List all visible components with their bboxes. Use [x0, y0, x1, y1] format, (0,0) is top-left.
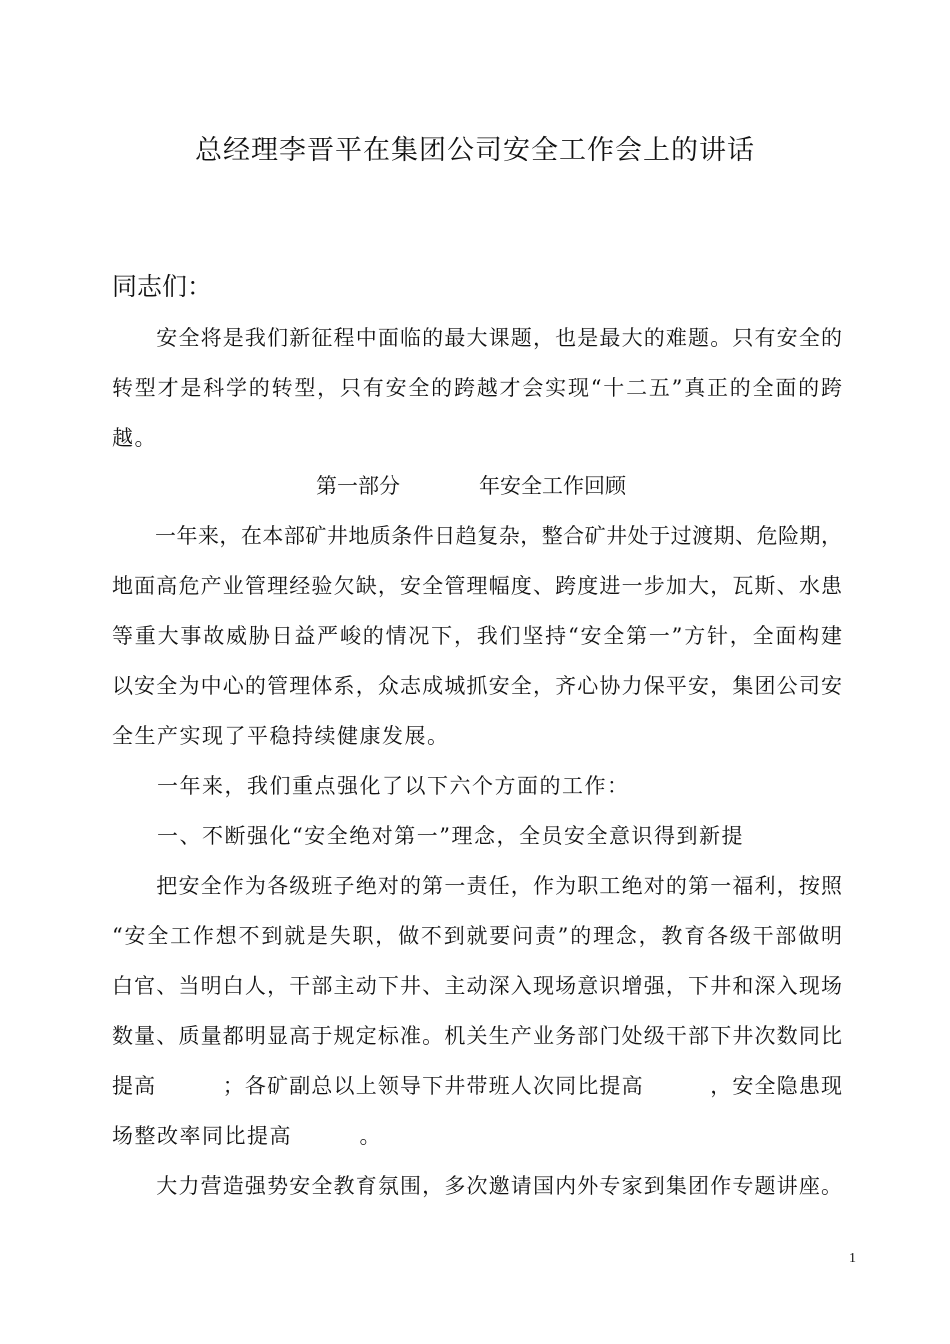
paragraph-line: 提高 ；各矿副总以上领导下井带班人次同比提高 ，安全隐患现 [112, 1074, 842, 1098]
page-number: 1 [849, 1251, 856, 1266]
paragraph-line: 数量、质量都明显高于规定标准。机关生产业务部门处级干部下井次数同比 [112, 1024, 842, 1048]
paragraph-line: 安全将是我们新征程中面临的最大课题，也是最大的难题。只有安全的 [112, 326, 842, 350]
paragraph-line: 越。 [112, 426, 157, 450]
paragraph-line: 把安全作为各级班子绝对的第一责任，作为职工绝对的第一福利，按照 [112, 874, 842, 898]
section-title: 年安全工作回顾 [479, 474, 626, 498]
page-title: 总经理李晋平在集团公司安全工作会上的讲话 [195, 135, 755, 166]
paragraph-line: 一年来，在本部矿井地质条件日趋复杂，整合矿井处于过渡期、危险期， [112, 524, 842, 548]
salutation: 同志们： [112, 272, 213, 301]
paragraph-line: 地面高危产业管理经验欠缺，安全管理幅度、跨度进一步加大，瓦斯、水患 [112, 574, 842, 598]
paragraph-line: 白官、当明白人，干部主动下井、主动深入现场意识增强，下井和深入现场 [112, 974, 842, 998]
paragraph-line: 一年来，我们重点强化了以下六个方面的工作： [112, 774, 630, 798]
paragraph-line: 一、不断强化“安全绝对第一”理念，全员安全意识得到新提 [112, 824, 744, 848]
paragraph-line: 大力营造强势安全教育氛围，多次邀请国内外专家到集团作专题讲座。 [112, 1174, 842, 1198]
section-part-label: 第一部分 [316, 474, 400, 498]
paragraph-line: 以安全为中心的管理体系，众志成城抓安全，齐心协力保平安，集团公司安 [112, 674, 842, 698]
paragraph-line: 全生产实现了平稳持续健康发展。 [112, 724, 450, 748]
paragraph-line: 转型才是科学的转型，只有安全的跨越才会实现“十二五”真正的全面的跨 [112, 376, 842, 400]
paragraph-line: 场整改率同比提高 。 [112, 1124, 382, 1148]
paragraph-line: 等重大事故威胁日益严峻的情况下，我们坚持“安全第一”方针，全面构建 [112, 624, 842, 648]
paragraph-line: “安全工作想不到就是失职，做不到就要问责”的理念，教育各级干部做明 [112, 924, 842, 948]
